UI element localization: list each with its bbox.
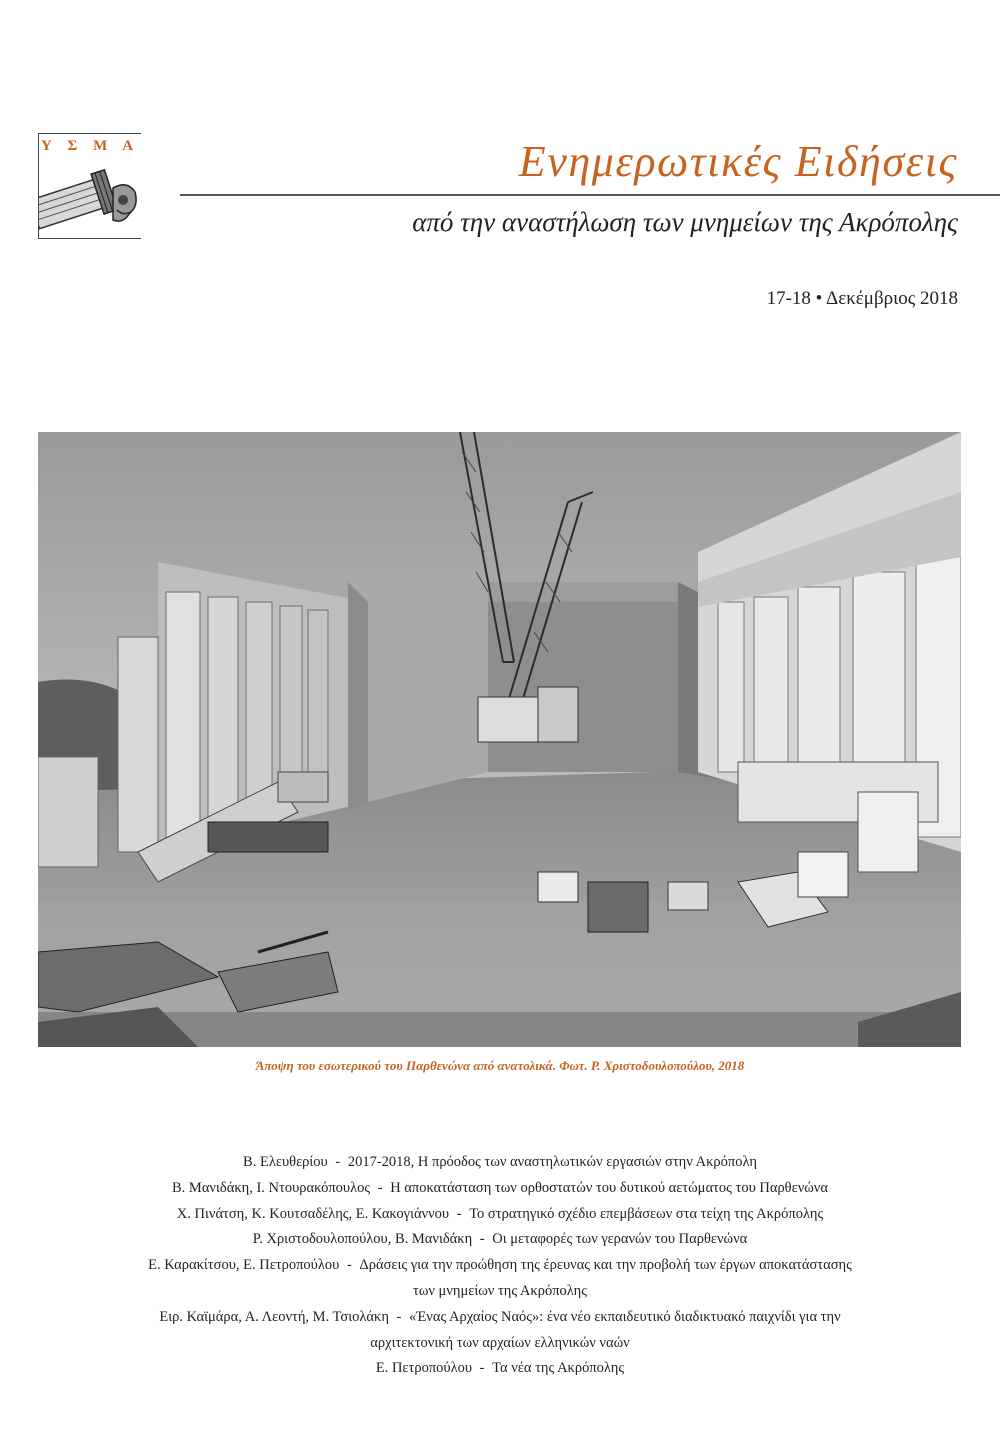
issue-date: 17-18 • Δεκέμβριος 2018 — [766, 288, 958, 309]
toc-authors: Ε. Καρακίτσου, Ε. Πετροπούλου — [148, 1257, 340, 1274]
toc-title: Δράσεις για την προώθηση της έρευνας και την προβολή των έργων αποκατάστασης — [359, 1257, 852, 1274]
toc-authors: Β. Ελευθερίου — [243, 1154, 328, 1170]
toc-item: Β. Μανιδάκη, Ι. Ντουρακόπουλος - Η αποκατάσταση των ορθοστατών του δυτικού αετώματος του Παρθενώνα — [172, 1179, 828, 1196]
photo-caption: Άποψη του εσωτερικού του Παρθενώνα από ανατολικά. Φωτ. Ρ. Χριστοδουλοπούλου, 2018 — [255, 1058, 745, 1073]
publication-subtitle: από την αναστήλωση των μνημείων της Ακρόπολης — [412, 207, 958, 237]
toc-item-continuation — [60, 1331, 940, 1357]
toc-authors: Β. Μανιδάκη, Ι. Ντουρακόπουλος — [172, 1179, 371, 1196]
toc-item: Ρ. Χριστοδουλοπούλου, Β. Μανιδάκη - Οι μεταφορές των γερανών του Παρθενώνα — [252, 1231, 748, 1248]
parthenon-interior-photo — [38, 432, 961, 1047]
toc-title: «Ένας Αρχαίος Ναός»: ένα νέο εκπαιδευτικό διαδικτυακό παιχνίδι για την — [409, 1308, 841, 1325]
logo-text: Υ Σ Μ Α — [40, 138, 140, 154]
toc-authors: Ρ. Χριστοδουλοπούλου, Β. Μανιδάκη — [252, 1231, 473, 1248]
ysma-logo — [38, 133, 141, 239]
toc-item: Ειρ. Καϊμάρα, Α. Λεοντή, Μ. Τσιολάκη - «Ένας Αρχαίος Ναός»: ένα νέο εκπαιδευτικό διαδικτυακό παιχνίδι για την — [159, 1308, 841, 1325]
toc-title: 2017-2018, Η πρόοδος των αναστηλωτικών εργασιών στην Ακρόπολη — [347, 1154, 757, 1170]
header-rule — [180, 194, 1000, 196]
toc-title: Οι μεταφορές των γερανών του Παρθενώνα — [492, 1231, 748, 1248]
toc-title: Το στρατηγικό σχέδιο επεμβάσεων στα τείχη της Ακρόπολης — [469, 1205, 824, 1222]
publication-title: Ενημερωτικές Ειδήσεις — [518, 137, 958, 186]
toc-item: Ε. Πετροπούλου - Τα νέα της Ακρόπολης — [375, 1360, 625, 1377]
toc-item: Β. Ελευθερίου - 2017-2018, Η πρόοδος των αναστηλωτικών εργασιών στην Ακρόπολη — [243, 1154, 757, 1170]
table-of-contents — [60, 1150, 940, 1382]
toc-authors: Χ. Πινάτση, Κ. Κουτσαδέλης, Ε. Κακογιάννου — [176, 1205, 450, 1222]
toc-item: Ε. Καρακίτσου, Ε. Πετροπούλου - Δράσεις για την προώθηση της έρευνας και την προβολή των έργων αποκατάστασης — [148, 1257, 852, 1274]
toc-title-continuation: των μνημείων της Ακρόπολης — [413, 1282, 587, 1299]
toc-title: Τα νέα της Ακρόπολης — [492, 1360, 625, 1377]
toc-item: Χ. Πινάτση, Κ. Κουτσαδέλης, Ε. Κακογιάννου - Το στρατηγικό σχέδιο επεμβάσεων στα τείχη της Ακρόπολης — [176, 1205, 824, 1222]
toc-item-continuation — [60, 1279, 940, 1305]
toc-authors: Ειρ. Καϊμάρα, Α. Λεοντή, Μ. Τσιολάκη — [159, 1308, 389, 1325]
toc-title-continuation: αρχιτεκτονική των αρχαίων ελληνικών ναών — [370, 1334, 630, 1351]
column-capital-logo-icon — [39, 160, 141, 238]
toc-title: Η αποκατάσταση των ορθοστατών του δυτικού αετώματος του Παρθενώνα — [390, 1179, 828, 1196]
toc-authors: Ε. Πετροπούλου — [375, 1360, 473, 1377]
parthenon-photo-illustration — [38, 432, 961, 1047]
